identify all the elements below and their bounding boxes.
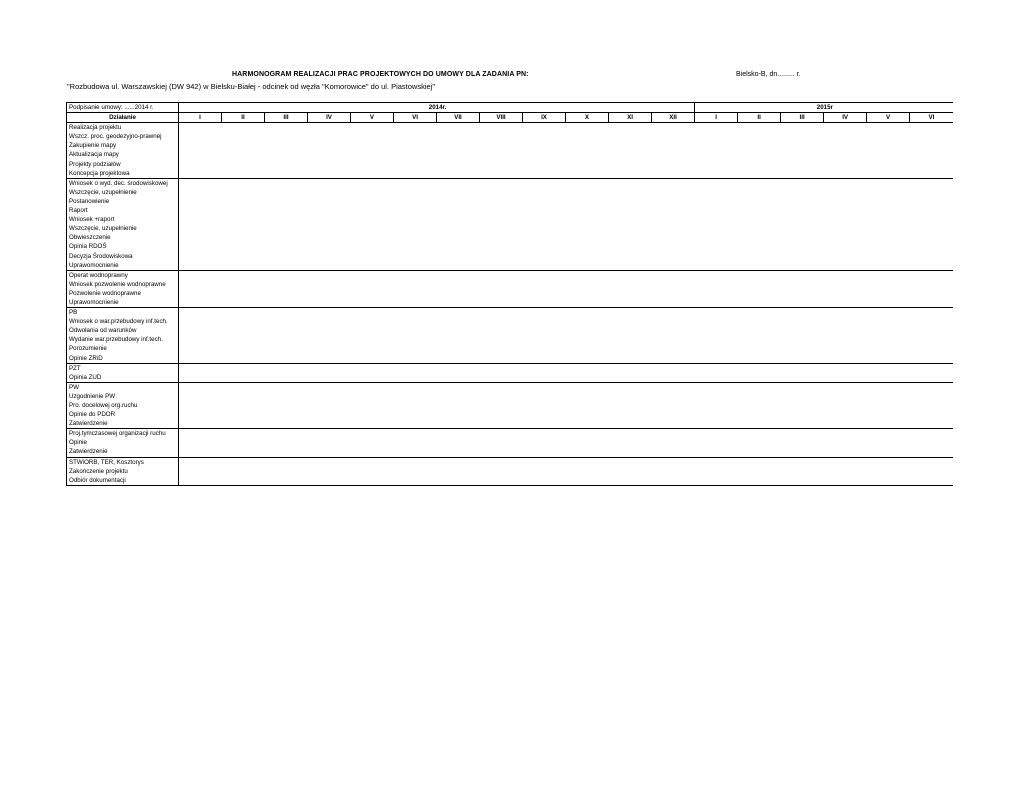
- activity-label: Opinia RDOŚ: [67, 242, 179, 251]
- table-row: [67, 206, 953, 215]
- schedule-cells: [179, 233, 953, 242]
- table-row: [67, 308, 953, 318]
- activity-label: Wydanie war.przebudowy inf.tech.: [67, 335, 179, 344]
- activity-label: Odbiór dokumentacji: [67, 476, 179, 486]
- schedule-cells: [179, 467, 953, 476]
- table-row: [67, 382, 953, 392]
- activity-label: Wniosek o war.przebudowy inf.tech.: [67, 317, 179, 326]
- activity-label: Wniosek +raport: [67, 215, 179, 224]
- place-date: Bielsko-B, dn......... r.: [736, 71, 801, 78]
- table-row: [67, 335, 953, 344]
- schedule-cells: [179, 261, 953, 271]
- schedule-cells: [179, 160, 953, 169]
- activity-label: STWiORB, TER, Kosztorys: [67, 457, 179, 467]
- schedule-cells: [179, 419, 953, 429]
- schedule-cells: [179, 447, 953, 457]
- activity-label: Postanowienie: [67, 197, 179, 206]
- schedule-cells: [179, 289, 953, 298]
- schedule-cells: [179, 401, 953, 410]
- schedule-cells: [179, 298, 953, 308]
- table-row: [67, 392, 953, 401]
- table-row: [67, 132, 953, 141]
- activity-label: PW: [67, 382, 179, 392]
- month-header: V: [867, 113, 910, 123]
- activity-label: Wniosek o wyd. dec. środowiskowej: [67, 178, 179, 188]
- table-row: [67, 215, 953, 224]
- year-header: 2014r.: [179, 103, 695, 113]
- table-row: [67, 298, 953, 308]
- month-header: II: [222, 113, 265, 123]
- activity-label: Obwieszczenie: [67, 233, 179, 242]
- schedule-cells: [179, 429, 953, 439]
- table-row: [67, 344, 953, 353]
- month-header: III: [781, 113, 824, 123]
- schedule-cells: [179, 476, 953, 486]
- schedule-cells: [179, 317, 953, 326]
- activity-label: Pozwolenie wodnoprawne: [67, 289, 179, 298]
- project-subtitle: "Rozbudowa ul. Warszawskiej (DW 942) w Bielsku-Białej - odcinek od węzła "Komorowice" do ul. Piastowskiej": [67, 82, 436, 91]
- action-header: Działanie: [67, 113, 179, 123]
- schedule-cells: [179, 123, 953, 133]
- schedule-cells: [179, 132, 953, 141]
- schedule-cells: [179, 242, 953, 251]
- schedule-cells: [179, 280, 953, 289]
- activity-label: Zatwierdzenie: [67, 419, 179, 429]
- schedule-cells: [179, 150, 953, 159]
- activity-label: Uprawomocnienie: [67, 298, 179, 308]
- month-header: V: [351, 113, 394, 123]
- schedule-cells: [179, 363, 953, 373]
- schedule-cells: [179, 344, 953, 353]
- month-header: I: [695, 113, 738, 123]
- table-row: [67, 178, 953, 188]
- schedule-cells: [179, 457, 953, 467]
- schedule-cells: [179, 197, 953, 206]
- signing-label: Podpisanie umowy: ......2014 r.: [67, 103, 179, 113]
- activity-label: Zakończenie projektu: [67, 467, 179, 476]
- table-row: [67, 363, 953, 373]
- month-header: IV: [824, 113, 867, 123]
- schedule-cells: [179, 326, 953, 335]
- activity-label: Koncepcja projektowa: [67, 169, 179, 179]
- schedule-cells: [179, 215, 953, 224]
- table-row: [67, 197, 953, 206]
- activity-label: Opinie do PDOR: [67, 410, 179, 419]
- schedule-cells: [179, 141, 953, 150]
- table-row: [67, 317, 953, 326]
- schedule-cells: [179, 335, 953, 344]
- table-row: [67, 123, 953, 133]
- month-header: IX: [523, 113, 566, 123]
- activity-label: Porozumienie: [67, 344, 179, 353]
- activity-label: Opinia ZUD: [67, 373, 179, 383]
- activity-label: PB: [67, 308, 179, 318]
- activity-label: Wszcz. proc. geodezyjno-prawnej: [67, 132, 179, 141]
- table-row: [67, 224, 953, 233]
- table-row: [67, 233, 953, 242]
- table-row: [67, 169, 953, 179]
- schedule-cells: [179, 438, 953, 447]
- table-row: [67, 242, 953, 251]
- activity-label: Projekty podziałów: [67, 160, 179, 169]
- activity-label: Odwołania od warunków: [67, 326, 179, 335]
- schedule-cells: [179, 169, 953, 179]
- table-row: [67, 373, 953, 383]
- activity-label: Zakupienie mapy: [67, 141, 179, 150]
- activity-label: Aktualizacja mapy: [67, 150, 179, 159]
- schedule-table: [66, 102, 953, 486]
- schedule-cells: [179, 206, 953, 215]
- month-header: VI: [394, 113, 437, 123]
- table-row: [67, 160, 953, 169]
- table-row: [67, 419, 953, 429]
- table-row: [67, 467, 953, 476]
- schedule-cells: [179, 410, 953, 419]
- schedule-cells: [179, 373, 953, 383]
- schedule-cells: [179, 392, 953, 401]
- schedule-cells: [179, 178, 953, 188]
- table-row: [67, 457, 953, 467]
- activity-label: Operat wodnoprawny: [67, 270, 179, 280]
- schedule-cells: [179, 270, 953, 280]
- activity-label: Pro. docelowej org.ruchu: [67, 401, 179, 410]
- table-row: [67, 280, 953, 289]
- table-row: [67, 410, 953, 419]
- month-header: X: [566, 113, 609, 123]
- table-row: [67, 261, 953, 271]
- month-header: I: [179, 113, 222, 123]
- activity-label: Uprawomocnienie: [67, 261, 179, 271]
- table-row: [67, 270, 953, 280]
- document-title: HARMONOGRAM REALIZACJI PRAC PROJEKTOWYCH DO UMOWY DLA ZADANIA PN:: [232, 71, 529, 78]
- month-header: IV: [308, 113, 351, 123]
- schedule-cells: [179, 188, 953, 197]
- month-header: VII: [437, 113, 480, 123]
- table-row: [67, 141, 953, 150]
- activity-label: Uzgodnienie PW: [67, 392, 179, 401]
- activity-label: Wniosek pozwolenie wodnoprawne: [67, 280, 179, 289]
- month-header: XI: [609, 113, 652, 123]
- table-row: [67, 289, 953, 298]
- table-row: [67, 150, 953, 159]
- activity-label: Wszczęcie, uzupełnienie: [67, 224, 179, 233]
- table-row: [67, 401, 953, 410]
- month-header: II: [738, 113, 781, 123]
- month-header: XII: [652, 113, 695, 123]
- activity-label: PZT: [67, 363, 179, 373]
- schedule-cells: [179, 308, 953, 318]
- activity-label: Opinie ZRiD: [67, 354, 179, 364]
- table-row: [67, 252, 953, 261]
- table-row: [67, 429, 953, 439]
- schedule-cells: [179, 224, 953, 233]
- activity-label: Realizacja projektu: [67, 123, 179, 133]
- schedule-cells: [179, 252, 953, 261]
- activity-label: Raport: [67, 206, 179, 215]
- month-header: VI: [910, 113, 953, 123]
- activity-label: Zatwierdzenie: [67, 447, 179, 457]
- year-header: 2015r: [695, 103, 953, 113]
- table-row: [67, 438, 953, 447]
- schedule-cells: [179, 354, 953, 364]
- month-header: III: [265, 113, 308, 123]
- activity-label: Proj.tymczasowej organizacji ruchu: [67, 429, 179, 439]
- activity-label: Decyzja Środowiskowa: [67, 252, 179, 261]
- table-row: [67, 326, 953, 335]
- month-header: VIII: [480, 113, 523, 123]
- schedule-cells: [179, 382, 953, 392]
- table-row: [67, 476, 953, 486]
- table-row: [67, 354, 953, 364]
- activity-label: Wszczęcie, uzupełnienie: [67, 188, 179, 197]
- table-row: [67, 447, 953, 457]
- activity-label: Opinie: [67, 438, 179, 447]
- table-row: [67, 188, 953, 197]
